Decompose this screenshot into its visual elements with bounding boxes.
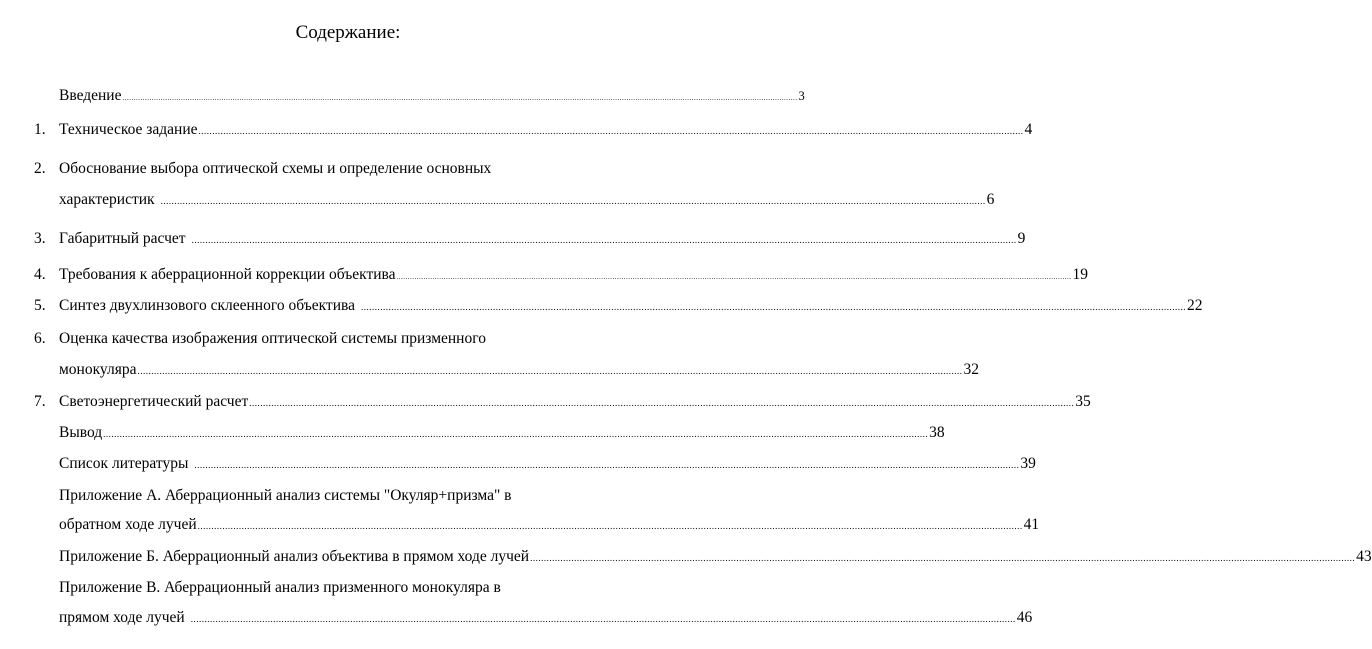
page-title: Содержание: <box>295 22 401 43</box>
toc-page-number: 38 <box>929 424 945 441</box>
toc-entry-image-quality <box>59 359 979 381</box>
toc-entry-text: монокуляра <box>59 361 137 378</box>
toc-leader-dots: ............................................................................................................................................................................................................................................................................................................ <box>198 126 1024 136</box>
toc-leader-dots: ............................................................................................................................................................................................................................................................................................................ <box>249 398 1075 408</box>
toc-leader-dots: ............................................................................................................................................................................................................................................................................................................ <box>197 521 1023 531</box>
toc-entry-text-line1: Оценка качества изображения оптической системы призменного <box>59 330 486 347</box>
toc-page-number: 22 <box>1186 297 1203 314</box>
toc-entry-optical-scheme <box>59 189 995 211</box>
toc-leader-dots: ............................................................................................................................................................................................................................................................................................................ <box>530 553 1356 563</box>
toc-leader-dots: ............................................................................................................................................................................................................................................................................................................ <box>191 235 1017 245</box>
toc-entry-number: 3. <box>34 230 46 247</box>
toc-entry-appendix-a <box>59 514 1040 536</box>
toc-entry-text: Требования к аберрационной коррекции объектива <box>59 266 396 283</box>
toc-entry-text-line1: Приложение В. Аберрационный анализ призменного монокуляра в <box>59 579 501 596</box>
toc-entry-text: обратном ходе лучей <box>59 516 197 533</box>
toc-leader-dots: ............................................................................................................................................................................................................................................................................................................ <box>137 366 963 376</box>
toc-entry-number: 6. <box>34 330 46 347</box>
toc-leader-dots: ............................................................................................................................................................................................................................................................................................................ <box>194 460 1020 470</box>
toc-entry-number: 4. <box>34 266 46 283</box>
toc-page-number: 6 <box>986 191 995 208</box>
toc-entry-text: прямом ходе лучей <box>59 609 185 626</box>
toc-entry-number: 7. <box>34 393 46 410</box>
toc-page-number: 35 <box>1075 393 1091 410</box>
toc-entry-introduction <box>59 85 805 107</box>
toc-entry-number: 1. <box>34 121 46 138</box>
toc-entry-text-line1: Обоснование выбора оптической схемы и определение основных <box>59 160 492 177</box>
toc-page-number: 19 <box>1072 266 1089 283</box>
toc-entry-references <box>59 453 1036 475</box>
toc-entry-text: Вывод <box>59 424 103 441</box>
toc-leader-dots: ............................................................................................................................................................................................................................................................................................................ <box>122 94 798 102</box>
toc-entry-text: Приложение Б. Аберрационный анализ объектива в прямом ходе лучей <box>59 548 530 565</box>
toc-entry-text: Техническое задание <box>59 121 198 138</box>
toc-entry-photometric-calc <box>59 391 1091 413</box>
toc-entry-text: Введение <box>59 87 122 104</box>
toc-page-number: 3 <box>798 89 805 103</box>
toc-entry-text-line1: Приложение А. Аберрационный анализ системы "Окуляр+призма" в <box>59 487 512 504</box>
toc-entry-number: 5. <box>34 297 46 314</box>
toc-entry-text: Синтез двухлинзового склеенного объектива <box>59 297 355 314</box>
toc-entry-appendix-b <box>59 546 1372 568</box>
toc-leader-dots: ............................................................................................................................................................................................................................................................................................................ <box>103 429 929 439</box>
toc-page-number: 41 <box>1023 516 1040 533</box>
toc-page-number: 4 <box>1024 121 1033 138</box>
toc-entry-number: 2. <box>34 160 46 177</box>
toc-entry-lens-synthesis <box>59 295 1203 317</box>
toc-page-number: 43 <box>1356 548 1372 565</box>
toc-leader-dots: ............................................................................................................................................................................................................................................................................................................ <box>360 302 1186 312</box>
toc-entry-dimensional-calc <box>59 228 1026 250</box>
toc-page-number: 46 <box>1016 609 1033 626</box>
toc-page-number: 9 <box>1017 230 1026 247</box>
toc-entry-text: Светоэнергетический расчет <box>59 393 249 410</box>
toc-page-number: 32 <box>963 361 979 378</box>
toc-entry-text: Габаритный расчет <box>59 230 186 247</box>
toc-page-number: 39 <box>1020 455 1036 472</box>
toc-entry-technical-task <box>59 119 1033 141</box>
toc-entry-text: Список литературы <box>59 455 189 472</box>
toc-entry-appendix-v <box>59 607 1033 629</box>
toc-leader-dots: ............................................................................................................................................................................................................................................................................................................ <box>160 196 986 206</box>
toc-entry-aberration-requirements <box>59 264 1089 286</box>
toc-entry-conclusion <box>59 422 945 444</box>
toc-leader-dots: ............................................................................................................................................................................................................................................................................................................ <box>190 614 1016 624</box>
toc-entry-text: характеристик <box>59 191 155 208</box>
toc-leader-dots: ............................................................................................................................................................................................................................................................................................................ <box>396 273 1072 281</box>
